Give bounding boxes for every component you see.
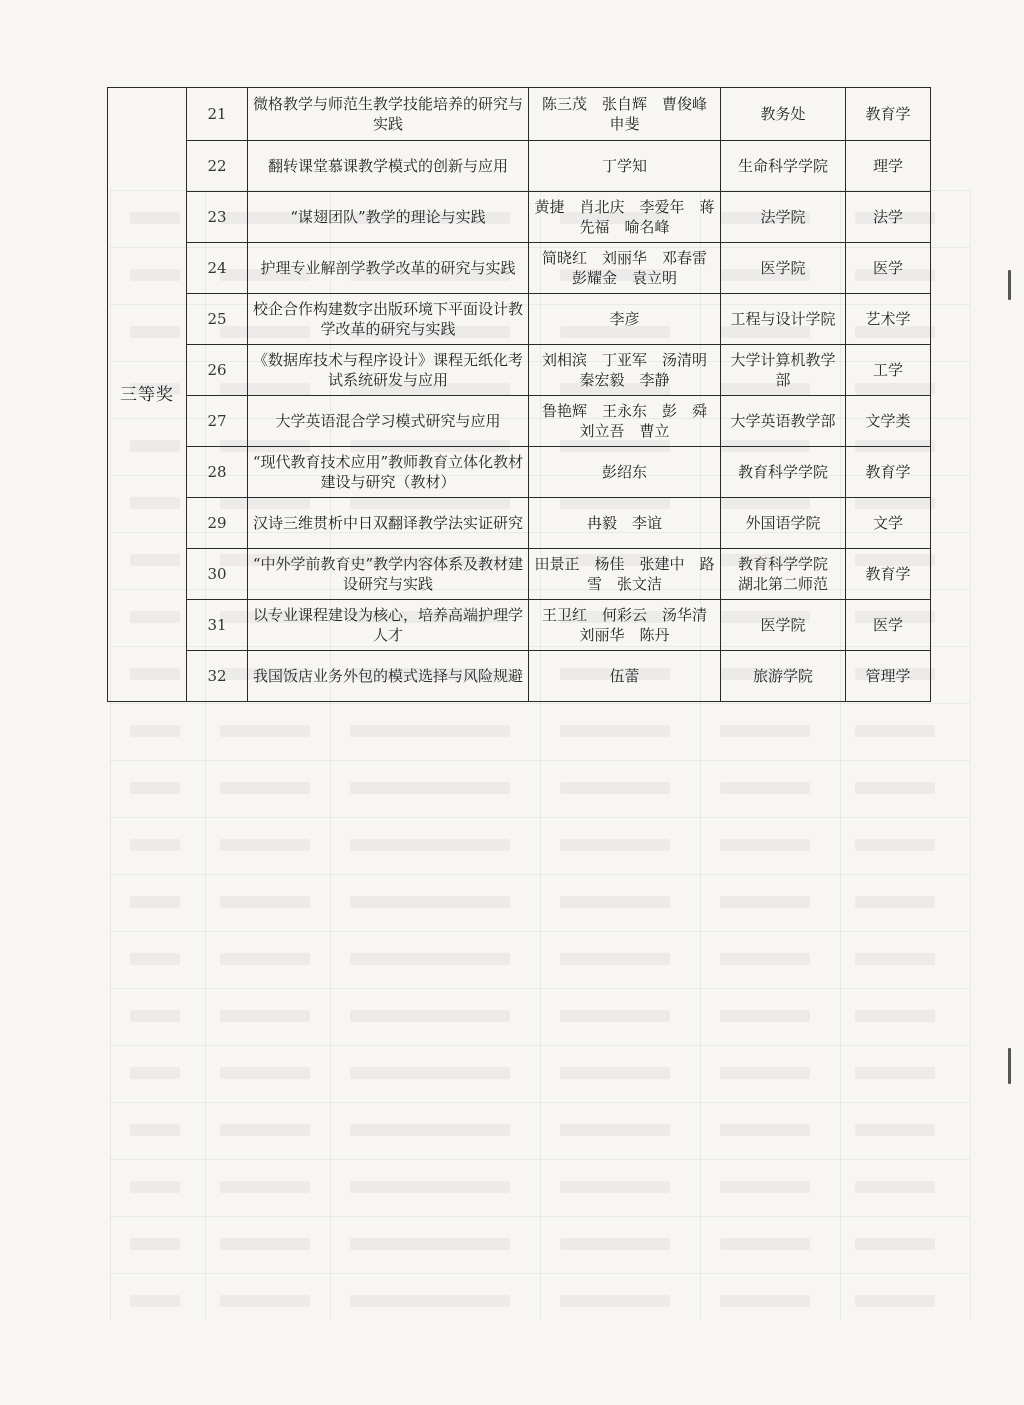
unit-cell: 医学院	[721, 600, 846, 651]
ghost-text	[220, 839, 310, 851]
unit-cell: 法学院	[721, 192, 846, 243]
ghost-text	[720, 896, 810, 908]
ghost-text	[350, 839, 510, 851]
members-cell: 丁学知	[529, 141, 721, 192]
ghost-line	[110, 817, 970, 818]
members-cell: 彭绍东	[529, 447, 721, 498]
discipline-cell: 教育学	[846, 447, 931, 498]
discipline-cell: 法学	[846, 192, 931, 243]
discipline-cell: 文学类	[846, 396, 931, 447]
ghost-text	[560, 1124, 670, 1136]
ghost-text	[720, 1295, 810, 1307]
unit-cell: 工程与设计学院	[721, 294, 846, 345]
ghost-line	[110, 1216, 970, 1217]
unit-cell: 大学英语教学部	[721, 396, 846, 447]
project-title-cell: 《数据库技术与程序设计》课程无纸化考试系统研发与应用	[248, 345, 529, 396]
ghost-line	[110, 874, 970, 875]
award-table	[107, 87, 931, 702]
item-number-cell: 27	[187, 396, 248, 447]
ghost-text	[560, 1295, 670, 1307]
ghost-text	[220, 1010, 310, 1022]
award-level-cell: 三等奖	[108, 88, 187, 702]
members-cell: 陈三茂 张自辉 曹俊峰 申斐	[529, 88, 721, 141]
ghost-text	[560, 839, 670, 851]
scan-edge-mark	[1008, 270, 1011, 300]
ghost-text	[560, 896, 670, 908]
discipline-cell: 医学	[846, 600, 931, 651]
project-title-cell: 微格教学与师范生教学技能培养的研究与实践	[248, 88, 529, 141]
ghost-line	[110, 1045, 970, 1046]
project-title-cell: 我国饭店业务外包的模式选择与风险规避	[248, 651, 529, 702]
ghost-text	[350, 1181, 510, 1193]
ghost-text	[350, 1010, 510, 1022]
ghost-text	[350, 1067, 510, 1079]
ghost-text	[560, 1181, 670, 1193]
discipline-cell: 文学	[846, 498, 931, 549]
ghost-text	[130, 782, 180, 794]
table-row	[108, 447, 931, 498]
project-title-cell: 汉诗三维贯析中日双翻译教学法实证研究	[248, 498, 529, 549]
ghost-text	[720, 953, 810, 965]
members-cell: 王卫红 何彩云 汤华清 刘丽华 陈丹	[529, 600, 721, 651]
ghost-text	[720, 1067, 810, 1079]
ghost-text	[855, 1238, 935, 1250]
ghost-text	[350, 953, 510, 965]
ghost-text	[720, 725, 810, 737]
ghost-text	[350, 725, 510, 737]
ghost-text	[130, 1238, 180, 1250]
table-row	[108, 600, 931, 651]
ghost-text	[855, 896, 935, 908]
ghost-text	[720, 1010, 810, 1022]
ghost-text	[560, 782, 670, 794]
item-number-cell: 31	[187, 600, 248, 651]
ghost-text	[855, 839, 935, 851]
ghost-line	[110, 1159, 970, 1160]
item-number-cell: 30	[187, 549, 248, 600]
ghost-line	[110, 760, 970, 761]
ghost-text	[855, 725, 935, 737]
unit-cell: 大学计算机教学部	[721, 345, 846, 396]
ghost-text	[130, 1295, 180, 1307]
unit-cell: 教育科学学院 湖北第二师范	[721, 549, 846, 600]
ghost-text	[720, 1124, 810, 1136]
table-row	[108, 498, 931, 549]
ghost-text	[220, 953, 310, 965]
ghost-text	[130, 1010, 180, 1022]
table-row	[108, 396, 931, 447]
table-row	[108, 549, 931, 600]
ghost-text	[130, 1067, 180, 1079]
ghost-line	[110, 988, 970, 989]
members-cell: 鲁艳辉 王永东 彭 舜 刘立吾 曹立	[529, 396, 721, 447]
project-title-cell: “谋翅团队”教学的理论与实践	[248, 192, 529, 243]
item-number-cell: 24	[187, 243, 248, 294]
ghost-text	[220, 725, 310, 737]
members-cell: 刘相滨 丁亚军 汤清明 秦宏毅 李静	[529, 345, 721, 396]
ghost-text	[220, 782, 310, 794]
ghost-line	[110, 931, 970, 932]
ghost-text	[220, 896, 310, 908]
ghost-text	[855, 1181, 935, 1193]
ghost-text	[855, 782, 935, 794]
item-number-cell: 23	[187, 192, 248, 243]
ghost-line	[110, 703, 970, 704]
project-title-cell: 翻转课堂慕课教学模式的创新与应用	[248, 141, 529, 192]
members-cell: 伍蕾	[529, 651, 721, 702]
item-number-cell: 21	[187, 88, 248, 141]
ghost-text	[560, 725, 670, 737]
project-title-cell: “现代教育技术应用”教师教育立体化教材建设与研究（教材）	[248, 447, 529, 498]
ghost-text	[220, 1238, 310, 1250]
ghost-text	[855, 1295, 935, 1307]
members-cell: 田景正 杨佳 张建中 路雪 张文洁	[529, 549, 721, 600]
project-title-cell: 以专业课程建设为核心，培养高端护理学人才	[248, 600, 529, 651]
discipline-cell: 医学	[846, 243, 931, 294]
item-number-cell: 29	[187, 498, 248, 549]
project-title-cell: “中外学前教育史”教学内容体系及教材建设研究与实践	[248, 549, 529, 600]
discipline-cell: 教育学	[846, 88, 931, 141]
item-number-cell: 28	[187, 447, 248, 498]
table-row	[108, 88, 931, 141]
unit-cell: 医学院	[721, 243, 846, 294]
ghost-text	[720, 1181, 810, 1193]
unit-cell: 教务处	[721, 88, 846, 141]
table-row	[108, 141, 931, 192]
ghost-text	[350, 782, 510, 794]
table-row	[108, 294, 931, 345]
ghost-text	[720, 782, 810, 794]
table-row	[108, 243, 931, 294]
ghost-text	[220, 1124, 310, 1136]
ghost-text	[350, 1238, 510, 1250]
ghost-text	[350, 896, 510, 908]
members-cell: 黄捷 肖北庆 李爱年 蒋先福 喻名峰	[529, 192, 721, 243]
unit-cell: 生命科学学院	[721, 141, 846, 192]
ghost-text	[855, 1124, 935, 1136]
ghost-text	[855, 953, 935, 965]
award-table-body	[108, 88, 931, 702]
unit-cell: 教育科学学院	[721, 447, 846, 498]
ghost-text	[130, 1124, 180, 1136]
ghost-text	[130, 725, 180, 737]
ghost-text	[855, 1010, 935, 1022]
ghost-line	[110, 1273, 970, 1274]
unit-cell: 旅游学院	[721, 651, 846, 702]
unit-cell: 外国语学院	[721, 498, 846, 549]
ghost-text	[130, 1181, 180, 1193]
ghost-text	[350, 1124, 510, 1136]
ghost-text	[720, 1238, 810, 1250]
ghost-text	[130, 953, 180, 965]
ghost-line	[970, 190, 971, 1320]
ghost-text	[560, 1010, 670, 1022]
members-cell: 简晓红 刘丽华 邓春雷 彭耀金 袁立明	[529, 243, 721, 294]
ghost-line	[110, 1102, 970, 1103]
members-cell: 李彦	[529, 294, 721, 345]
table-row	[108, 345, 931, 396]
ghost-text	[220, 1295, 310, 1307]
item-number-cell: 26	[187, 345, 248, 396]
ghost-text	[350, 1295, 510, 1307]
ghost-text	[220, 1181, 310, 1193]
item-number-cell: 32	[187, 651, 248, 702]
discipline-cell: 艺术学	[846, 294, 931, 345]
project-title-cell: 护理专业解剖学教学改革的研究与实践	[248, 243, 529, 294]
members-cell: 冉毅 李谊	[529, 498, 721, 549]
ghost-text	[130, 839, 180, 851]
discipline-cell: 教育学	[846, 549, 931, 600]
ghost-text	[720, 839, 810, 851]
discipline-cell: 管理学	[846, 651, 931, 702]
discipline-cell: 工学	[846, 345, 931, 396]
ghost-text	[560, 953, 670, 965]
ghost-text	[560, 1238, 670, 1250]
scan-edge-mark	[1008, 1048, 1011, 1084]
discipline-cell: 理学	[846, 141, 931, 192]
project-title-cell: 校企合作构建数字出版环境下平面设计教学改革的研究与实践	[248, 294, 529, 345]
ghost-text	[855, 1067, 935, 1079]
item-number-cell: 22	[187, 141, 248, 192]
table-row	[108, 192, 931, 243]
ghost-text	[220, 1067, 310, 1079]
ghost-text	[560, 1067, 670, 1079]
table-row	[108, 651, 931, 702]
project-title-cell: 大学英语混合学习模式研究与应用	[248, 396, 529, 447]
ghost-text	[130, 896, 180, 908]
item-number-cell: 25	[187, 294, 248, 345]
